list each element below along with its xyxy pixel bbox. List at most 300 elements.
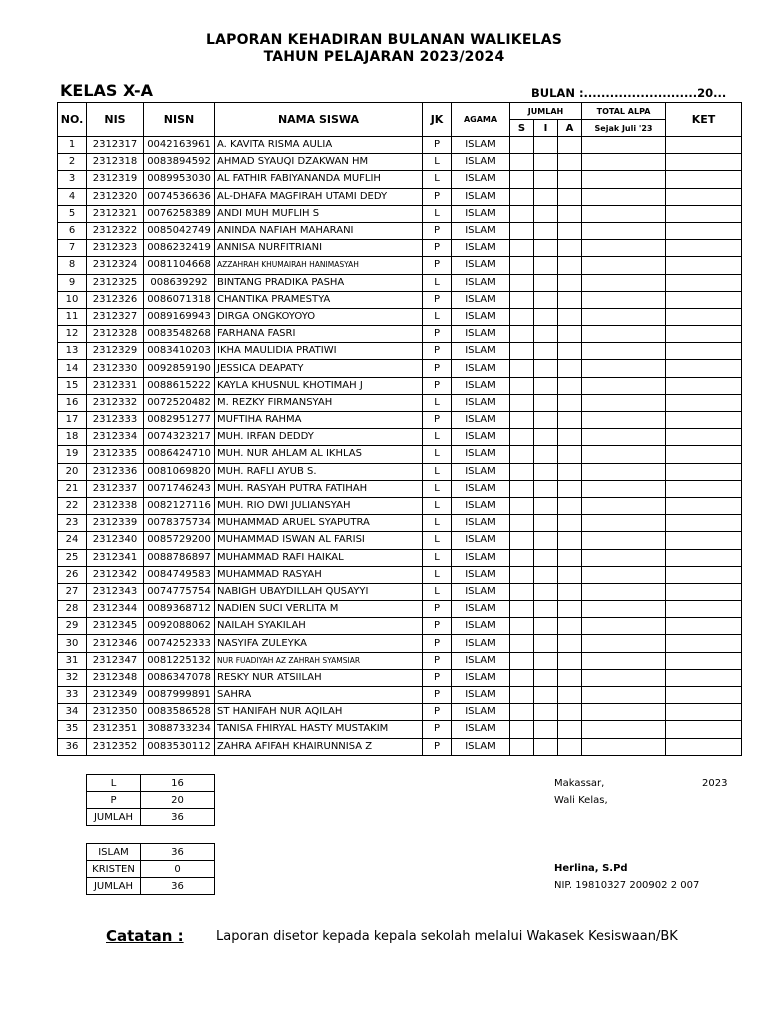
header-nis: NIS bbox=[87, 103, 144, 137]
row-i bbox=[534, 171, 558, 188]
row-nisn: 0087999891 bbox=[144, 687, 215, 704]
row-jk: P bbox=[423, 721, 452, 738]
row-i bbox=[534, 721, 558, 738]
row-nisn: 0071746243 bbox=[144, 480, 215, 497]
row-jk: P bbox=[423, 291, 452, 308]
row-ket bbox=[666, 274, 742, 291]
row-agama: ISLAM bbox=[452, 480, 510, 497]
row-nisn: 0078375734 bbox=[144, 515, 215, 532]
signature-year: 2023 bbox=[702, 778, 728, 789]
table-row bbox=[58, 377, 742, 394]
row-i bbox=[534, 738, 558, 755]
row-nama-siswa: FARHANA FASRI bbox=[215, 326, 423, 343]
row-nama-siswa: MUH. RIO DWI JULIANSYAH bbox=[215, 497, 423, 514]
table-row bbox=[58, 704, 742, 721]
row-total-alpa bbox=[582, 137, 666, 154]
row-agama: ISLAM bbox=[452, 257, 510, 274]
row-s bbox=[510, 652, 534, 669]
row-nama-siswa: DIRGA ONGKOYOYO bbox=[215, 308, 423, 325]
row-jk: L bbox=[423, 154, 452, 171]
row-nama-siswa: M. REZKY FIRMANSYAH bbox=[215, 394, 423, 411]
table-row bbox=[58, 412, 742, 429]
row-ket bbox=[666, 240, 742, 257]
row-total-alpa bbox=[582, 257, 666, 274]
row-agama: ISLAM bbox=[452, 240, 510, 257]
row-agama: ISLAM bbox=[452, 515, 510, 532]
row-nama-siswa: BINTANG PRADIKA PASHA bbox=[215, 274, 423, 291]
row-a bbox=[558, 446, 582, 463]
row-a bbox=[558, 205, 582, 222]
row-agama: ISLAM bbox=[452, 446, 510, 463]
row-agama: ISLAM bbox=[452, 291, 510, 308]
row-agama: ISLAM bbox=[452, 429, 510, 446]
row-i bbox=[534, 601, 558, 618]
religion-summary-value: 36 bbox=[141, 844, 215, 861]
row-ket bbox=[666, 308, 742, 325]
row-total-alpa bbox=[582, 566, 666, 583]
row-ket bbox=[666, 601, 742, 618]
row-s bbox=[510, 412, 534, 429]
row-ket bbox=[666, 687, 742, 704]
row-no: 31 bbox=[58, 652, 87, 669]
row-nama-siswa: JESSICA DEAPATY bbox=[215, 360, 423, 377]
row-agama: ISLAM bbox=[452, 669, 510, 686]
row-i bbox=[534, 566, 558, 583]
row-nisn: 0072520482 bbox=[144, 394, 215, 411]
row-i bbox=[534, 429, 558, 446]
table-row bbox=[58, 274, 742, 291]
table-row bbox=[58, 669, 742, 686]
row-a bbox=[558, 515, 582, 532]
row-total-alpa bbox=[582, 274, 666, 291]
row-a bbox=[558, 480, 582, 497]
row-nis: 2312322 bbox=[87, 222, 144, 239]
row-nisn: 0086071318 bbox=[144, 291, 215, 308]
row-total-alpa bbox=[582, 343, 666, 360]
row-nama-siswa: NABIGH UBAYDILLAH QUSAYYI bbox=[215, 583, 423, 600]
row-s bbox=[510, 377, 534, 394]
row-ket bbox=[666, 635, 742, 652]
table-row bbox=[58, 480, 742, 497]
row-a bbox=[558, 738, 582, 755]
row-a bbox=[558, 635, 582, 652]
row-ket bbox=[666, 721, 742, 738]
table-row bbox=[58, 601, 742, 618]
row-total-alpa bbox=[582, 635, 666, 652]
row-s bbox=[510, 326, 534, 343]
row-nama-siswa: TANISA FHIRYAL HASTY MUSTAKIM bbox=[215, 721, 423, 738]
row-jk: P bbox=[423, 360, 452, 377]
row-nis: 2312326 bbox=[87, 291, 144, 308]
table-row bbox=[58, 738, 742, 755]
row-ket bbox=[666, 497, 742, 514]
row-nama-siswa: MUH. RASYAH PUTRA FATIHAH bbox=[215, 480, 423, 497]
row-jk: P bbox=[423, 635, 452, 652]
row-no: 25 bbox=[58, 549, 87, 566]
month-field: BULAN :..........................20... bbox=[531, 86, 727, 100]
row-agama: ISLAM bbox=[452, 463, 510, 480]
row-nama-siswa: RESKY NUR ATSIILAH bbox=[215, 669, 423, 686]
row-s bbox=[510, 188, 534, 205]
row-total-alpa bbox=[582, 446, 666, 463]
table-row bbox=[58, 652, 742, 669]
row-no: 28 bbox=[58, 601, 87, 618]
row-no: 8 bbox=[58, 257, 87, 274]
row-total-alpa bbox=[582, 463, 666, 480]
row-no: 2 bbox=[58, 154, 87, 171]
row-i bbox=[534, 360, 558, 377]
row-jk: L bbox=[423, 446, 452, 463]
row-s bbox=[510, 566, 534, 583]
row-no: 22 bbox=[58, 497, 87, 514]
row-no: 5 bbox=[58, 205, 87, 222]
row-no: 7 bbox=[58, 240, 87, 257]
row-a bbox=[558, 412, 582, 429]
gender-summary-value: 16 bbox=[141, 775, 215, 792]
row-s bbox=[510, 583, 534, 600]
row-ket bbox=[666, 377, 742, 394]
row-nama-siswa: MUH. RAFLI AYUB S. bbox=[215, 463, 423, 480]
religion-summary-value: 0 bbox=[141, 861, 215, 878]
row-nama-siswa: KAYLA KHUSNUL KHOTIMAH J bbox=[215, 377, 423, 394]
row-nama-siswa: SAHRA bbox=[215, 687, 423, 704]
row-s bbox=[510, 308, 534, 325]
row-a bbox=[558, 532, 582, 549]
row-no: 19 bbox=[58, 446, 87, 463]
gender-summary-label: L bbox=[87, 775, 141, 792]
row-s bbox=[510, 515, 534, 532]
row-nis: 2312317 bbox=[87, 137, 144, 154]
row-i bbox=[534, 274, 558, 291]
row-nisn: 0088786897 bbox=[144, 549, 215, 566]
row-no: 20 bbox=[58, 463, 87, 480]
row-nama-siswa: MUH. NUR AHLAM AL IKHLAS bbox=[215, 446, 423, 463]
row-jk: P bbox=[423, 669, 452, 686]
row-agama: ISLAM bbox=[452, 704, 510, 721]
row-jk: P bbox=[423, 326, 452, 343]
row-a bbox=[558, 549, 582, 566]
table-row bbox=[58, 721, 742, 738]
row-a bbox=[558, 343, 582, 360]
row-nis: 2312344 bbox=[87, 601, 144, 618]
row-ket bbox=[666, 205, 742, 222]
row-a bbox=[558, 463, 582, 480]
row-nis: 2312328 bbox=[87, 326, 144, 343]
row-total-alpa bbox=[582, 583, 666, 600]
row-ket bbox=[666, 669, 742, 686]
row-nisn: 0074252333 bbox=[144, 635, 215, 652]
row-jk: P bbox=[423, 601, 452, 618]
table-row bbox=[58, 583, 742, 600]
row-ket bbox=[666, 429, 742, 446]
row-agama: ISLAM bbox=[452, 652, 510, 669]
religion-summary-label: JUMLAH bbox=[87, 878, 141, 895]
row-no: 30 bbox=[58, 635, 87, 652]
row-i bbox=[534, 669, 558, 686]
row-s bbox=[510, 687, 534, 704]
header-no: NO. bbox=[58, 103, 87, 137]
row-nis: 2312324 bbox=[87, 257, 144, 274]
row-i bbox=[534, 618, 558, 635]
signature-name: Herlina, S.Pd bbox=[554, 863, 628, 874]
gender-summary-value: 20 bbox=[141, 792, 215, 809]
row-nama-siswa: MUHAMMAD ISWAN AL FARISI bbox=[215, 532, 423, 549]
row-jk: P bbox=[423, 377, 452, 394]
row-no: 23 bbox=[58, 515, 87, 532]
row-a bbox=[558, 274, 582, 291]
row-nisn: 0083894592 bbox=[144, 154, 215, 171]
religion-summary-table bbox=[86, 843, 215, 895]
row-jk: L bbox=[423, 171, 452, 188]
row-agama: ISLAM bbox=[452, 343, 510, 360]
row-nama-siswa: MUFTIHA RAHMA bbox=[215, 412, 423, 429]
row-nis: 2312351 bbox=[87, 721, 144, 738]
row-total-alpa bbox=[582, 377, 666, 394]
row-nisn: 0082951277 bbox=[144, 412, 215, 429]
row-jk: P bbox=[423, 704, 452, 721]
row-s bbox=[510, 429, 534, 446]
row-agama: ISLAM bbox=[452, 222, 510, 239]
row-nis: 2312342 bbox=[87, 566, 144, 583]
row-s bbox=[510, 291, 534, 308]
row-total-alpa bbox=[582, 291, 666, 308]
row-total-alpa bbox=[582, 515, 666, 532]
table-row bbox=[58, 446, 742, 463]
table-row bbox=[58, 308, 742, 325]
row-nis: 2312329 bbox=[87, 343, 144, 360]
row-i bbox=[534, 308, 558, 325]
row-jk: L bbox=[423, 566, 452, 583]
row-nisn: 0092088062 bbox=[144, 618, 215, 635]
row-i bbox=[534, 652, 558, 669]
row-total-alpa bbox=[582, 326, 666, 343]
row-i bbox=[534, 687, 558, 704]
row-nis: 2312321 bbox=[87, 205, 144, 222]
row-s bbox=[510, 205, 534, 222]
row-s bbox=[510, 222, 534, 239]
row-ket bbox=[666, 291, 742, 308]
row-total-alpa bbox=[582, 308, 666, 325]
row-ket bbox=[666, 738, 742, 755]
row-nama-siswa: MUHAMMAD RASYAH bbox=[215, 566, 423, 583]
row-nisn: 0081069820 bbox=[144, 463, 215, 480]
row-no: 14 bbox=[58, 360, 87, 377]
row-no: 1 bbox=[58, 137, 87, 154]
row-i bbox=[534, 412, 558, 429]
row-nis: 2312331 bbox=[87, 377, 144, 394]
row-agama: ISLAM bbox=[452, 583, 510, 600]
row-i bbox=[534, 343, 558, 360]
header-jumlah: JUMLAH bbox=[510, 103, 582, 120]
row-nama-siswa: NASYIFA ZULEYKA bbox=[215, 635, 423, 652]
row-no: 9 bbox=[58, 274, 87, 291]
row-agama: ISLAM bbox=[452, 205, 510, 222]
header-sejak-juli: Sejak Juli '23 bbox=[582, 120, 666, 137]
row-nisn: 0084749583 bbox=[144, 566, 215, 583]
row-no: 35 bbox=[58, 721, 87, 738]
row-a bbox=[558, 601, 582, 618]
row-no: 29 bbox=[58, 618, 87, 635]
row-a bbox=[558, 326, 582, 343]
row-nisn: 0085042749 bbox=[144, 222, 215, 239]
row-nisn: 0089368712 bbox=[144, 601, 215, 618]
row-nama-siswa: NADIEN SUCI VERLITA M bbox=[215, 601, 423, 618]
header-total-alpa: TOTAL ALPA bbox=[582, 103, 666, 120]
row-a bbox=[558, 652, 582, 669]
header-nama-siswa: NAMA SISWA bbox=[215, 103, 423, 137]
gender-summary-label: P bbox=[87, 792, 141, 809]
row-a bbox=[558, 429, 582, 446]
row-s bbox=[510, 601, 534, 618]
table-row bbox=[58, 343, 742, 360]
row-jk: L bbox=[423, 549, 452, 566]
row-nisn: 008639292 bbox=[144, 274, 215, 291]
row-nisn: 0089953030 bbox=[144, 171, 215, 188]
row-i bbox=[534, 515, 558, 532]
row-nis: 2312349 bbox=[87, 687, 144, 704]
row-no: 24 bbox=[58, 532, 87, 549]
row-jk: L bbox=[423, 480, 452, 497]
row-nisn: 0082127116 bbox=[144, 497, 215, 514]
row-nisn: 0076258389 bbox=[144, 205, 215, 222]
header-agama: AGAMA bbox=[452, 103, 510, 137]
row-agama: ISLAM bbox=[452, 137, 510, 154]
row-nisn: 0083586528 bbox=[144, 704, 215, 721]
row-nis: 2312327 bbox=[87, 308, 144, 325]
row-no: 3 bbox=[58, 171, 87, 188]
row-a bbox=[558, 394, 582, 411]
row-ket bbox=[666, 394, 742, 411]
row-no: 10 bbox=[58, 291, 87, 308]
row-total-alpa bbox=[582, 360, 666, 377]
table-row bbox=[58, 188, 742, 205]
row-a bbox=[558, 497, 582, 514]
table-row bbox=[58, 326, 742, 343]
row-nisn: 0089169943 bbox=[144, 308, 215, 325]
row-total-alpa bbox=[582, 652, 666, 669]
row-nama-siswa: ST HANIFAH NUR AQILAH bbox=[215, 704, 423, 721]
row-no: 32 bbox=[58, 669, 87, 686]
row-s bbox=[510, 274, 534, 291]
row-s bbox=[510, 240, 534, 257]
row-nisn: 0085729200 bbox=[144, 532, 215, 549]
row-nis: 2312335 bbox=[87, 446, 144, 463]
row-s bbox=[510, 171, 534, 188]
row-nis: 2312352 bbox=[87, 738, 144, 755]
table-row bbox=[58, 532, 742, 549]
row-agama: ISLAM bbox=[452, 532, 510, 549]
row-nisn: 0074323217 bbox=[144, 429, 215, 446]
row-nis: 2312334 bbox=[87, 429, 144, 446]
row-a bbox=[558, 583, 582, 600]
table-row bbox=[58, 291, 742, 308]
row-jk: P bbox=[423, 412, 452, 429]
row-ket bbox=[666, 360, 742, 377]
row-agama: ISLAM bbox=[452, 154, 510, 171]
row-nama-siswa: ZAHRA AFIFAH KHAIRUNNISA Z bbox=[215, 738, 423, 755]
row-ket bbox=[666, 515, 742, 532]
row-a bbox=[558, 240, 582, 257]
row-a bbox=[558, 721, 582, 738]
row-total-alpa bbox=[582, 721, 666, 738]
row-nis: 2312337 bbox=[87, 480, 144, 497]
row-ket bbox=[666, 549, 742, 566]
row-total-alpa bbox=[582, 222, 666, 239]
table-row bbox=[58, 618, 742, 635]
row-s bbox=[510, 343, 534, 360]
header-ket: KET bbox=[666, 103, 742, 137]
row-i bbox=[534, 326, 558, 343]
table-row bbox=[58, 360, 742, 377]
row-agama: ISLAM bbox=[452, 188, 510, 205]
row-total-alpa bbox=[582, 394, 666, 411]
row-i bbox=[534, 394, 558, 411]
table-row bbox=[58, 429, 742, 446]
row-total-alpa bbox=[582, 497, 666, 514]
row-no: 26 bbox=[58, 566, 87, 583]
row-total-alpa bbox=[582, 738, 666, 755]
row-nama-siswa: IKHA MAULIDIA PRATIWI bbox=[215, 343, 423, 360]
row-s bbox=[510, 480, 534, 497]
row-agama: ISLAM bbox=[452, 394, 510, 411]
row-agama: ISLAM bbox=[452, 635, 510, 652]
signature-role: Wali Kelas, bbox=[554, 795, 608, 806]
row-nisn: 0086232419 bbox=[144, 240, 215, 257]
row-no: 13 bbox=[58, 343, 87, 360]
row-total-alpa bbox=[582, 704, 666, 721]
row-nama-siswa: AHMAD SYAUQI DZAKWAN HM bbox=[215, 154, 423, 171]
row-i bbox=[534, 497, 558, 514]
row-s bbox=[510, 532, 534, 549]
row-nis: 2312323 bbox=[87, 240, 144, 257]
row-agama: ISLAM bbox=[452, 326, 510, 343]
row-i bbox=[534, 463, 558, 480]
row-nisn: 0081104668 bbox=[144, 257, 215, 274]
row-nis: 2312318 bbox=[87, 154, 144, 171]
academic-year-title: TAHUN PELAJARAN 2023/2024 bbox=[263, 49, 505, 65]
row-nama-siswa: NAILAH SYAKILAH bbox=[215, 618, 423, 635]
row-jk: L bbox=[423, 532, 452, 549]
row-ket bbox=[666, 532, 742, 549]
row-s bbox=[510, 669, 534, 686]
row-s bbox=[510, 360, 534, 377]
gender-summary-row bbox=[87, 775, 215, 792]
table-row bbox=[58, 635, 742, 652]
row-total-alpa bbox=[582, 171, 666, 188]
header-i: I bbox=[534, 120, 558, 137]
row-s bbox=[510, 549, 534, 566]
row-a bbox=[558, 137, 582, 154]
row-agama: ISLAM bbox=[452, 412, 510, 429]
catatan-text: Laporan disetor kepada kepala sekolah melalui Wakasek Kesiswaan/BK bbox=[216, 929, 678, 944]
religion-summary-row bbox=[87, 861, 215, 878]
table-row bbox=[58, 566, 742, 583]
row-nis: 2312320 bbox=[87, 188, 144, 205]
gender-summary-label: JUMLAH bbox=[87, 809, 141, 826]
table-row bbox=[58, 463, 742, 480]
row-a bbox=[558, 704, 582, 721]
row-nis: 2312347 bbox=[87, 652, 144, 669]
row-agama: ISLAM bbox=[452, 549, 510, 566]
row-nis: 2312348 bbox=[87, 669, 144, 686]
row-nis: 2312333 bbox=[87, 412, 144, 429]
row-s bbox=[510, 721, 534, 738]
table-row bbox=[58, 257, 742, 274]
row-nama-siswa: MUHAMMAD RAFI HAIKAL bbox=[215, 549, 423, 566]
catatan-label: Catatan : bbox=[106, 927, 184, 945]
row-nis: 2312332 bbox=[87, 394, 144, 411]
table-row bbox=[58, 171, 742, 188]
